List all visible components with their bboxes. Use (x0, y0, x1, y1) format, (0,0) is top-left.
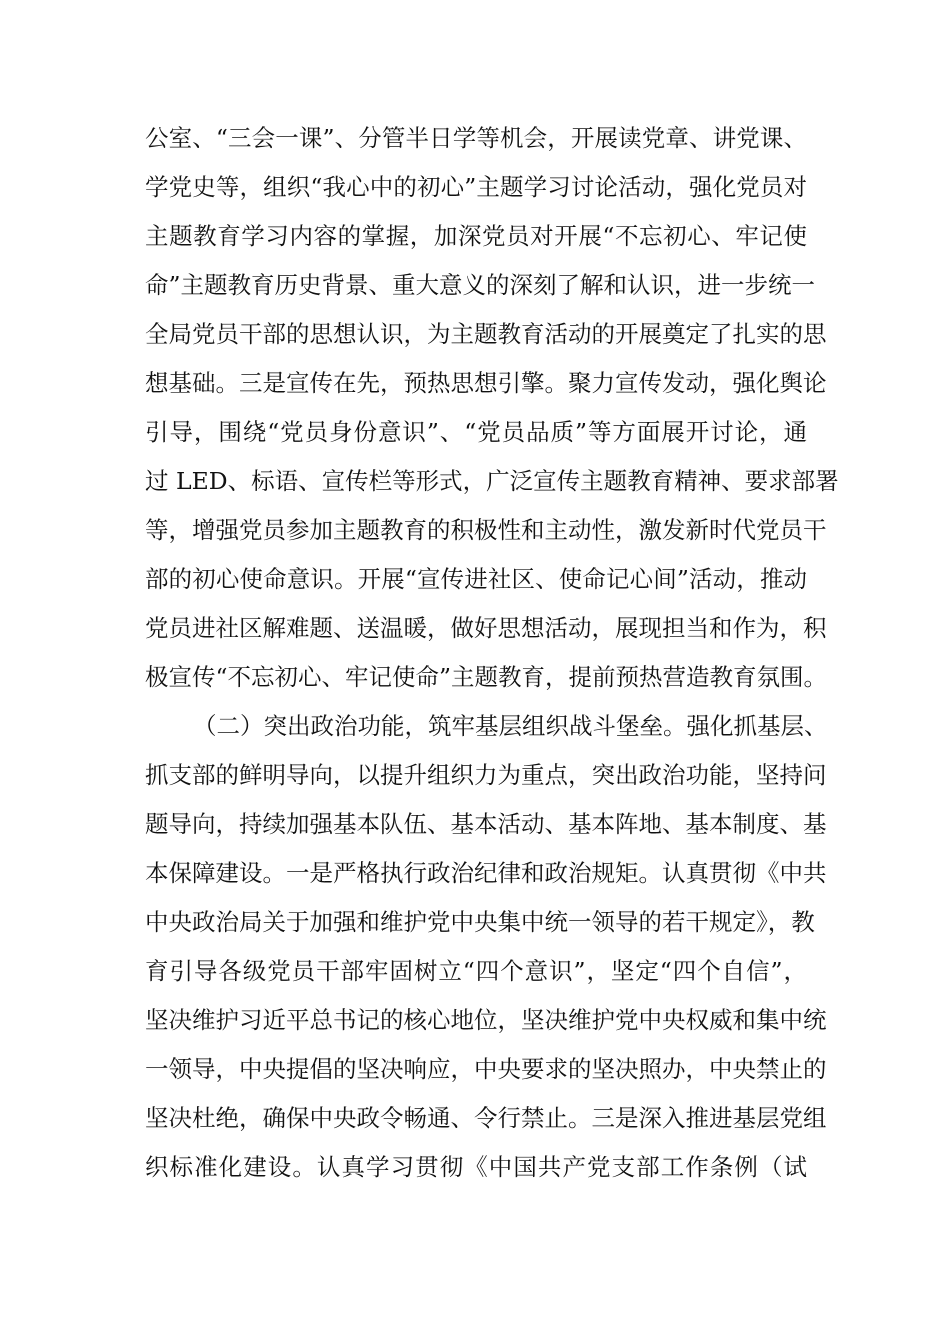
text-line: 育引导各级党员干部牢固树立“四个意识”，坚定“四个自信”， (145, 957, 807, 985)
text-line: 等，增强党员参加主题教育的积极性和主动性，激发新时代党员干 (145, 516, 827, 544)
text-line: 极宣传“不忘初心、牢记使命”主题教育，提前预热营造教育氛围。 (145, 663, 828, 691)
text-line: 学党史等，组织“我心中的初心”主题学习讨论活动，强化党员对 (145, 173, 807, 201)
text-line: 全局党员干部的思想认识，为主题教育活动的开展奠定了扎实的思 (145, 320, 827, 348)
text-line: 主题教育学习内容的掌握，加深党员对开展“不忘初心、牢记使 (145, 222, 807, 250)
text-line: 本保障建设。一是严格执行政治纪律和政治规矩。认真贯彻《中共 (145, 859, 827, 887)
text-line: 一领导，中央提倡的坚决响应，中央要求的坚决照办，中央禁止的 (145, 1055, 827, 1083)
text-line: 坚决杜绝，确保中央政令畅通、令行禁止。三是深入推进基层党组 (145, 1104, 827, 1132)
text-line: 中央政治局关于加强和维护党中央集中统一领导的若干规定》，教 (145, 908, 815, 936)
text-line: 命”主题教育历史背景、重大意义的深刻了解和认识，进一步统一 (145, 271, 816, 299)
text-line: 想基础。三是宣传在先，预热思想引擎。聚力宣传发动，强化舆论 (145, 369, 827, 397)
text-line: 抓支部的鲜明导向，以提升组织力为重点，突出政治功能，坚持问 (145, 761, 827, 789)
text-line: 题导向，持续加强基本队伍、基本活动、基本阵地、基本制度、基 (145, 810, 827, 838)
text-line: 公室、“三会一课”、分管半日学等机会，开展读党章、讲党课、 (145, 124, 807, 152)
text-line: 坚决维护习近平总书记的核心地位，坚决维护党中央权威和集中统 (145, 1006, 827, 1034)
text-line: 过 LED、标语、宣传栏等形式，广泛宣传主题教育精神、要求部署 (145, 467, 839, 495)
text-line: 党员进社区解难题、送温暖，做好思想活动，展现担当和作为，积 (145, 614, 827, 642)
text-line: 部的初心使命意识。开展“宣传进社区、使命记心间”活动，推动 (145, 565, 807, 593)
text-line: 引导，围绕“党员身份意识”、“党员品质”等方面展开讨论，通 (145, 418, 807, 446)
text-line: 织标准化建设。认真学习贯彻《中国共产党支部工作条例（试 (145, 1153, 807, 1181)
section-heading-line: （二）突出政治功能，筑牢基层组织战斗堡垒。强化抓基层、 (193, 712, 828, 740)
